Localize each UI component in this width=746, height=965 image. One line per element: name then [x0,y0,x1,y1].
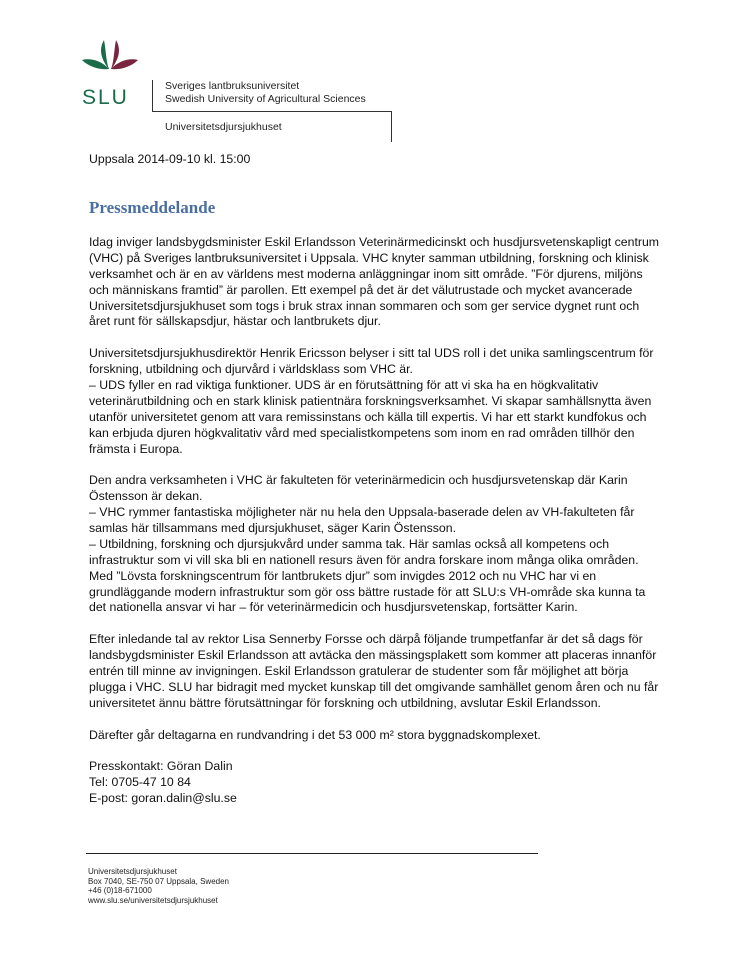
blank-line [89,330,659,346]
blank-line [89,744,659,760]
text-line: Med ”Lövsta forskningscentrum för lantbrukets djur” som invigdes 2012 och nu VHC har vi en [89,568,597,583]
blank-line [89,457,659,473]
text-line: – Utbildning, forskning och djursjukvård under samma tak. Här samlas också all kompetens och [89,536,610,551]
text-line: samlas här tillsammans med djursjukhuset, säger Karin Östensson. [89,521,457,536]
text-line: Tel: 0705-47 10 84 [89,775,191,790]
text-line: – UDS fyller en rad viktiga funktioner. UDS är en förutsättning för att vi ska ha en högkvalitativ [89,378,599,393]
org-name-en: Swedish University of Agricultural Sciences [165,92,366,105]
logo-text: SLU [82,86,129,108]
text-line: forskning, utbildning och djurvård i världsklass som VHC är. [89,362,413,377]
text-line: Universitetsdjursjukhuset som togs i bruk strax innan sommaren och som ger service dygnet runt och [89,298,640,313]
header-divider [391,111,392,142]
blank-line [89,712,659,728]
text-line: infrastruktur som vi vill ska bli en nationell resurs även för andra forskare inom många olika områden. [89,552,639,567]
org-name-sv: Sveriges lantbruksuniversitet [165,80,300,92]
text-line: entrén till minne av invigningen. Eskil Erlandsson gratulerar de studenter som får möjlighet att börja [89,664,629,679]
text-line: Östensson är dekan. [89,489,203,504]
logo-leaf-green [82,40,109,69]
footer-name: Universitetsdjursjukhuset [88,867,177,876]
department-name: Universitetsdjursjukhuset [165,121,282,133]
text-line: och människans framtid” är parollen. Ett exempel på det är det välutrustade och mycket avancerade [89,282,633,297]
text-line: främsta i Europa. [89,441,183,456]
text-line: Efter inledande tal av rektor Lisa Sennerby Forsse och därpå följande trumpetfanfar är det så dags för [89,632,643,647]
text-line: Därefter går deltagarna en rundvandring i det 53 000 m² stora byggnadskomplexet. [89,727,541,742]
text-line: kan erbjuda djuren högkvalitativ vård med specialistkompetens som inom en rad områden tillhör den [89,425,635,440]
footer [88,867,229,905]
text-line: universitetet ännu bättre förutsättningar för forskning och utbildning, avslutar Eskil Erlandsson. [89,695,601,710]
text-line: utanför universitetet genom att vara remissinstans och källa till expertis. Vi har ett starkt kundfokus och [89,409,647,424]
logo-leaf-burgundy [111,40,138,69]
text-line: året runt för sällskapsdjur, hästar och lantbrukets djur. [89,314,381,329]
text-line: (VHC) på Sveriges lantbruksuniversitet i Uppsala. VHC knyter samman utbildning, forskning och klinisk [89,250,649,265]
footer-address: Box 7040, SE-750 07 Uppsala, Sweden [88,876,229,886]
text-line: landsbygdsminister Eskil Erlandsson att avtäcka den mässingsplakett som kommer att placeras innanför [89,648,657,663]
press-release-body [89,235,659,807]
text-line: grundläggande modern infrastruktur som gör oss bättre rustade för att SLU:s VH-område ska kunna ta [89,584,646,599]
slu-logo [80,38,142,108]
header-divider [152,111,392,112]
footer-phone: +46 (0)18-671000 [88,886,152,896]
text-line: verksamhet och är en av världens mest moderna anläggningar inom sitt område. ”För djurens, miljöns [89,266,643,281]
text-line: E-post: goran.dalin@slu.se [89,791,237,806]
footer-website[interactable]: www.slu.se/universitetsdjursjukhuset [88,895,218,905]
page-title: Pressmeddelande [89,198,216,217]
dateline: Uppsala 2014-09-10 kl. 15:00 [89,152,251,166]
text-line: – VHC rymmer fantastiska möjligheter när nu hela den Uppsala-baserade delen av VH-fakulteten får [89,505,635,520]
organization-name [165,80,366,105]
blank-line [89,616,659,632]
text-line: veterinärutbildning och en stark klinisk patientnära forskningsverksamhet. Vi skapar samhällsnytta även [89,393,652,408]
text-line: Den andra verksamheten i VHC är fakulteten för veterinärmedicin och husdjursvetenskap där Karin [89,473,628,488]
header-divider [152,80,153,111]
text-line: Presskontakt: Göran Dalin [89,759,233,774]
text-line: Idag inviger landsbygdsminister Eskil Erlandsson Veterinärmedicinskt och husdjursvetenskapligt centrum [89,235,660,249]
footer-divider [86,853,538,854]
text-line: plugga i VHC. SLU har bidragit med mycket kunskap till det omgivande samhället genom åren och nu får [89,679,659,694]
text-line: Universitetsdjursjukhusdirektör Henrik Ericsson belyser i sitt tal UDS roll i det unika samlingscentrum för [89,346,654,361]
text-line: det nationella ansvar vi har – för veterinärmedicin och husdjursvetenskap, fortsätter Karin. [89,600,578,615]
